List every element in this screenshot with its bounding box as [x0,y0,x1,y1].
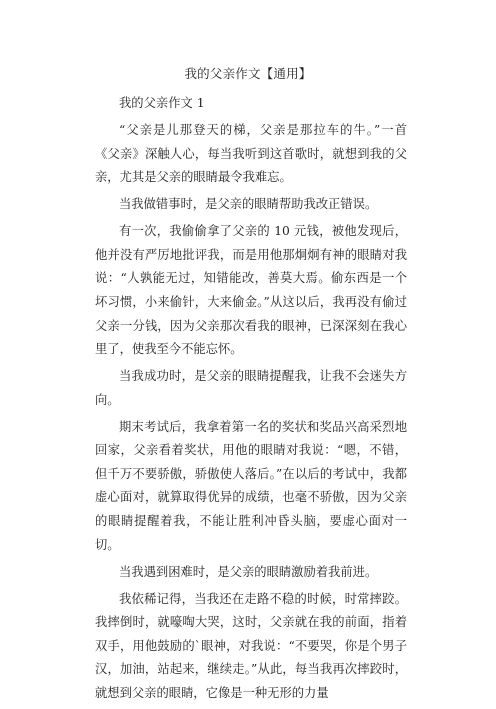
paragraph: 我依稀记得，当我还在走路不稳的时候，时常摔跤。我摔倒时，就嚎啕大哭，这时，父亲就在我的前面，指着双手，用他鼓励的`眼神，对我说：“不要哭，你是个男子汉，加油，站起来，继续走。”从此，每当我再次摔跤时，就想到父亲的眼睛，它像是一种无形的力量 [95,591,407,700]
paragraph: 有一次，我偷偷拿了父亲的 10 元钱，被他发现后，他并没有严厉地批评我，而是用他那炯炯有神的眼睛对我说：“人孰能无过，知错能改，善莫大焉。偷东西是一个坏习惯，小来偷针，大来偷金。”从这以后，我再没有偷过父亲一分钱，因为父亲那次看我的眼神，已深深刻在我心里了，使我至今不能忘怀。 [95,224,407,357]
paragraph: 当我做错事时，是父亲的眼睛帮助我改正错误。 [119,197,378,212]
paragraph: “父亲是儿那登天的梯，父亲是那拉车的牛。”一首《父亲》深触人心，每当我听到这首歌时，就想到我的父亲，尤其是父亲的眼睛最令我难忘。 [95,122,407,185]
paragraph: 当我成功时，是父亲的眼睛提醒我，让我不会迷失方向。 [95,369,407,407]
section-heading: 我的父亲作文 1 [119,96,205,110]
paragraph: 期末考试后，我拿着第一名的奖状和奖品兴高采烈地回家，父亲看着奖状，用他的眼睛对我说：“嗯，不错，但千万不要骄傲，骄傲使人落后。”在以后的考试中，我都虚心面对，就算取得优异的成绩，也毫不骄傲，因为父亲的眼睛提醒着我，不能让胜利冲昏头脑，要虚心面对一切。 [95,419,407,552]
document-body [95,92,407,709]
paragraph: 当我遇到困难时，是父亲的眼睛激励着我前进。 [119,564,378,579]
document-title: 我的父亲作文【通用】 [184,66,312,81]
